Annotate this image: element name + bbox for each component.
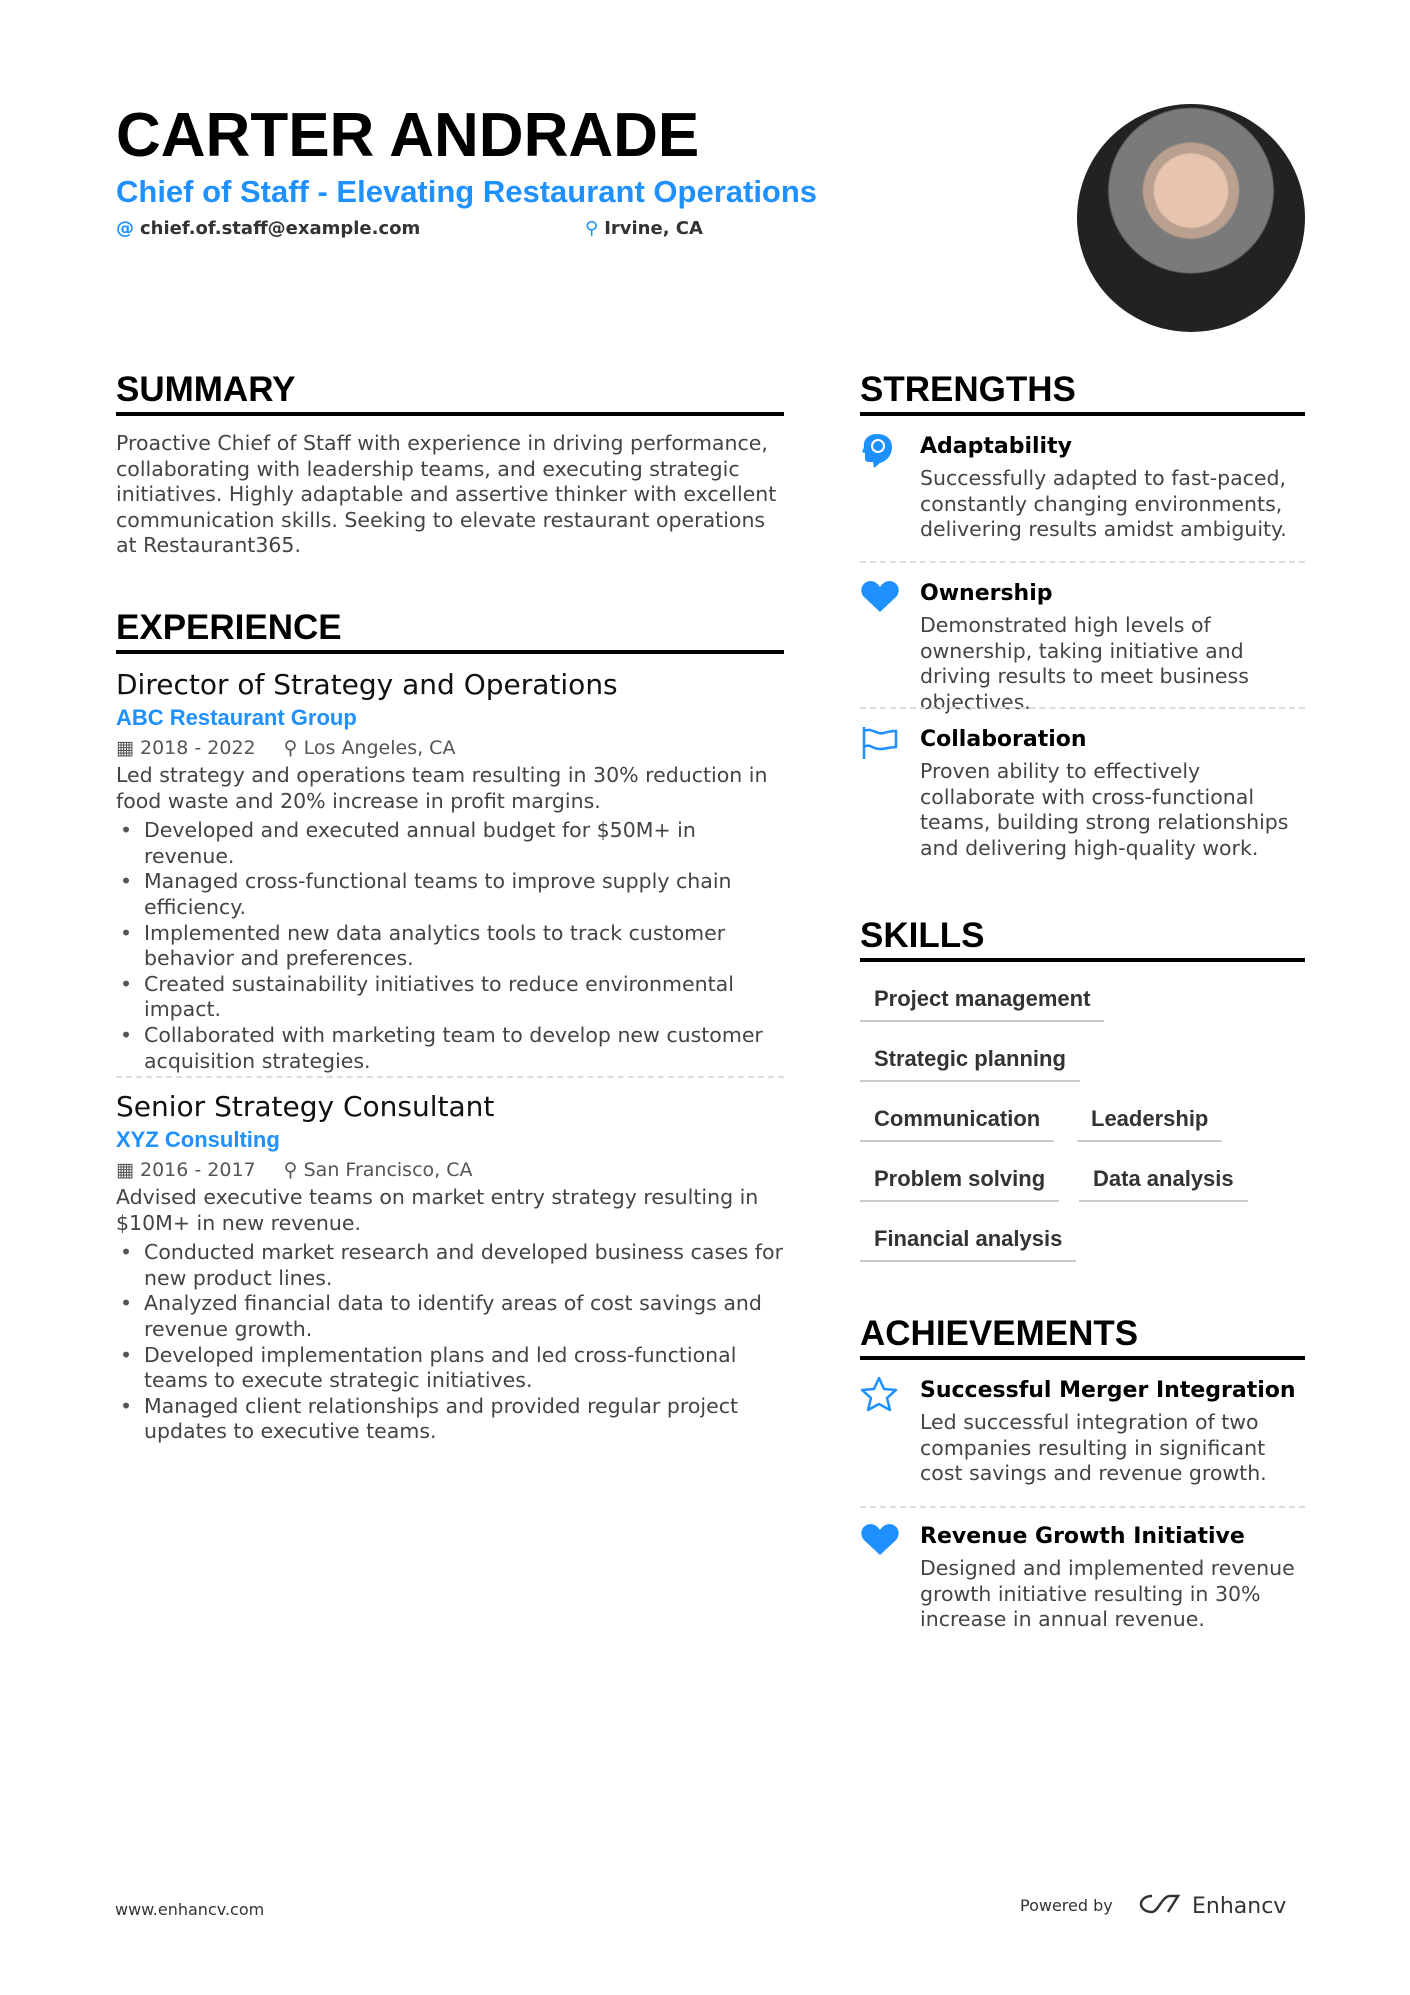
job-dates bbox=[116, 737, 256, 759]
skill-tag: Problem solving bbox=[860, 1166, 1059, 1202]
bullet: • Conducted market research and developed business cases for new product lines. bbox=[116, 1240, 784, 1291]
job-entry bbox=[116, 1090, 784, 1445]
heart-icon bbox=[860, 579, 900, 619]
skills-heading: SKILLS bbox=[860, 916, 1305, 962]
achievement-item bbox=[860, 1376, 1306, 1487]
enhancv-brand: Enhancv bbox=[1192, 1893, 1287, 1919]
job-role: Senior Strategy Consultant bbox=[116, 1090, 495, 1123]
bullet: • Managed cross-functional teams to improve supply chain efficiency. bbox=[116, 869, 784, 920]
email-text: chief.of.staff@example.com bbox=[140, 218, 421, 239]
divider bbox=[116, 1076, 784, 1078]
location-pin-icon: ⚲ bbox=[283, 737, 304, 759]
achievement-title: Revenue Growth Initiative bbox=[920, 1524, 1245, 1549]
strength-item bbox=[860, 579, 1306, 715]
bullet: • Developed and executed annual budget for $50M+ in revenue. bbox=[116, 818, 784, 869]
contact-email[interactable] bbox=[116, 218, 420, 239]
strength-text: Proven ability to effectively collaborate with cross-functional teams, building strong relationships and delivering high-quality work. bbox=[920, 759, 1289, 860]
skill-tag: Leadership bbox=[1077, 1106, 1222, 1142]
flag-icon bbox=[860, 725, 900, 765]
skill-tag: Strategic planning bbox=[860, 1046, 1080, 1082]
location-pin-icon: ⚲ bbox=[585, 218, 599, 239]
bullet: • Created sustainability initiatives to reduce environmental impact. bbox=[116, 972, 784, 1023]
dates-text: 2016 - 2017 bbox=[140, 1159, 256, 1181]
strength-text: Successfully adapted to fast-paced, constantly changing environments, delivering results amidst ambiguity. bbox=[920, 466, 1287, 542]
profile-photo bbox=[1077, 104, 1305, 332]
bullet: • Implemented new data analytics tools to track customer behavior and preferences. bbox=[116, 921, 784, 972]
achievement-text: Led successful integration of two companies resulting in significant cost savings and revenue growth. bbox=[920, 1410, 1267, 1486]
strength-title: Ownership bbox=[920, 581, 1053, 606]
experience-heading: EXPERIENCE bbox=[116, 608, 784, 654]
contact-location bbox=[585, 218, 703, 239]
at-icon: @ bbox=[116, 218, 134, 239]
skill-tag: Financial analysis bbox=[860, 1226, 1076, 1262]
divider bbox=[860, 1506, 1305, 1508]
footer-website[interactable]: www.enhancv.com bbox=[115, 1900, 265, 1919]
strengths-heading: STRENGTHS bbox=[860, 370, 1305, 416]
strength-text: Demonstrated high levels of ownership, taking initiative and driving results to meet business objectives. bbox=[920, 613, 1249, 714]
footer-powered-by: Powered by bbox=[1020, 1896, 1113, 1915]
dates-text: 2018 - 2022 bbox=[140, 737, 256, 759]
enhancv-logo-icon bbox=[1138, 1892, 1184, 1920]
calendar-icon: ▦ bbox=[116, 737, 140, 759]
bullet: • Collaborated with marketing team to develop new customer acquisition strategies. bbox=[116, 1023, 784, 1074]
skill-tag: Communication bbox=[860, 1106, 1054, 1142]
heart-icon bbox=[860, 1522, 900, 1562]
job-bullets bbox=[116, 818, 784, 1074]
divider bbox=[860, 707, 1305, 709]
bullet: • Developed implementation plans and led cross-functional teams to execute strategic initiatives. bbox=[116, 1343, 784, 1394]
achievements-heading: ACHIEVEMENTS bbox=[860, 1314, 1305, 1360]
job-location bbox=[284, 1159, 473, 1181]
strength-title: Collaboration bbox=[920, 727, 1087, 752]
achievement-item bbox=[860, 1522, 1306, 1633]
star-icon bbox=[860, 1376, 900, 1416]
bullet: • Analyzed financial data to identify areas of cost savings and revenue growth. bbox=[116, 1291, 784, 1342]
location-text: Irvine, CA bbox=[604, 218, 703, 239]
enhancv-logo[interactable] bbox=[1138, 1892, 1286, 1920]
location-text: San Francisco, CA bbox=[303, 1159, 473, 1181]
strength-title: Adaptability bbox=[920, 434, 1072, 459]
skill-tag: Data analysis bbox=[1079, 1166, 1248, 1202]
job-company[interactable]: ABC Restaurant Group bbox=[116, 705, 357, 730]
summary-heading: SUMMARY bbox=[116, 370, 784, 416]
job-summary: Advised executive teams on market entry strategy resulting in $10M+ in new revenue. bbox=[116, 1185, 759, 1235]
job-dates bbox=[116, 1159, 256, 1181]
job-role: Director of Strategy and Operations bbox=[116, 668, 618, 701]
candidate-name: CARTER ANDRADE bbox=[116, 101, 700, 170]
summary-text: Proactive Chief of Staff with experience in driving performance, collaborating with leadership teams, and executing strategic initiatives. Highly adaptable and assertive thinker with excellent communication skills. Seeking to elevate restaurant operations at Restaurant365. bbox=[116, 431, 777, 558]
skill-tag: Project management bbox=[860, 986, 1104, 1022]
divider bbox=[860, 561, 1305, 563]
bullet: • Managed client relationships and provided regular project updates to executive teams. bbox=[116, 1394, 784, 1445]
job-entry bbox=[116, 668, 784, 1074]
achievement-title: Successful Merger Integration bbox=[920, 1378, 1296, 1403]
location-pin-icon: ⚲ bbox=[283, 1159, 304, 1181]
achievement-text: Designed and implemented revenue growth initiative resulting in 30% increase in annual revenue. bbox=[920, 1556, 1295, 1632]
calendar-icon: ▦ bbox=[116, 1159, 140, 1181]
job-summary: Led strategy and operations team resulting in 30% reduction in food waste and 20% increase in profit margins. bbox=[116, 763, 768, 813]
job-company[interactable]: XYZ Consulting bbox=[116, 1127, 280, 1152]
job-location bbox=[284, 737, 456, 759]
job-bullets bbox=[116, 1240, 784, 1445]
brain-head-icon bbox=[860, 432, 900, 472]
location-text: Los Angeles, CA bbox=[303, 737, 456, 759]
candidate-title: Chief of Staff - Elevating Restaurant Operations bbox=[116, 174, 818, 209]
strength-item bbox=[860, 432, 1306, 543]
strength-item bbox=[860, 725, 1306, 861]
